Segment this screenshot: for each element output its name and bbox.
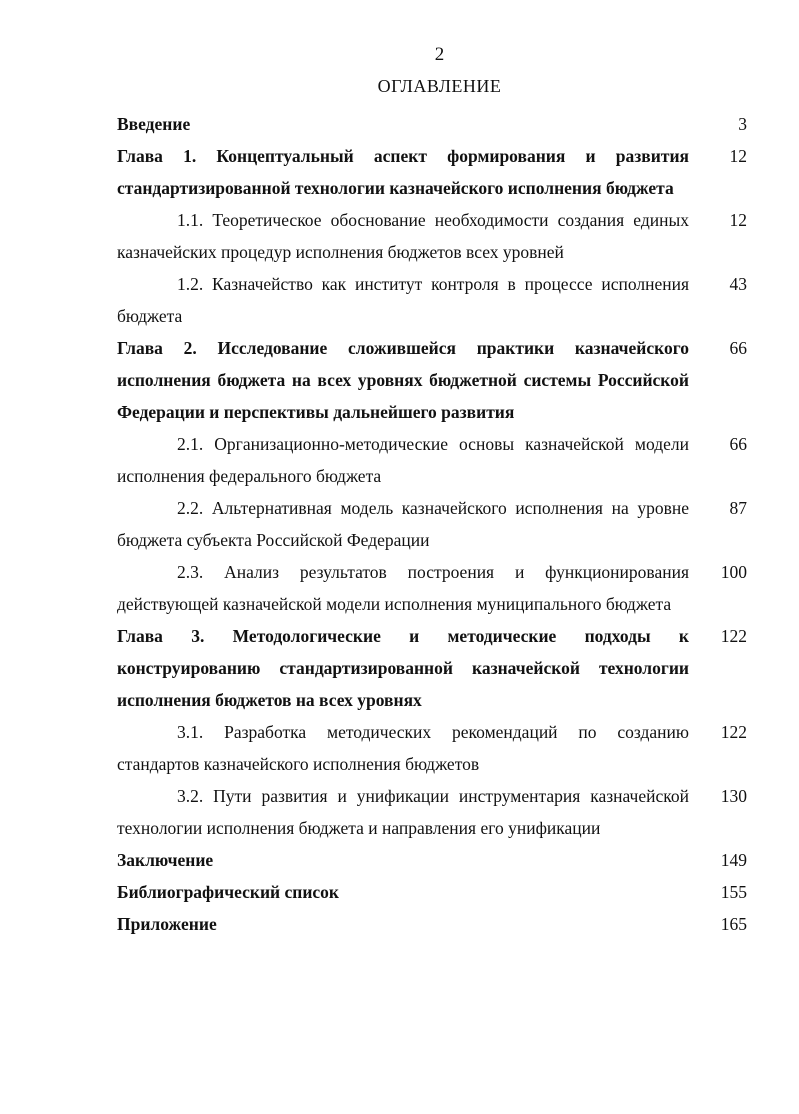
toc-entry-section-2-3 xyxy=(117,556,747,620)
toc-entry-text: Заключение xyxy=(117,850,214,870)
toc-entry-text: 1.1. Теоретическое обоснование необходимости создания единых казначейских процедур исполнения бюджетов всех уровней xyxy=(117,210,689,262)
toc-entry-section-2-1 xyxy=(117,428,747,492)
toc-entry-page: 155 xyxy=(720,882,747,902)
toc-entry-text: 3.1. Разработка методических рекомендаций по созданию стандартов казначейского исполнения бюджетов xyxy=(117,722,689,774)
toc-entry-text: Глава 3. Методологические и методические подходы к конструированию стандартизированной казначейской технологии исполнения бюджетов на всех уровнях xyxy=(117,626,689,710)
toc-entry-text: 1.2. Казначейство как институт контроля в процессе исполнения бюджета xyxy=(117,274,689,326)
toc-entry-page: 66 xyxy=(729,434,747,454)
toc-entry-text: Глава 1. Концептуальный аспект формирования и развития стандартизированной технологии казначейского исполнения бюджета xyxy=(117,146,689,198)
toc-entry-page: 12 xyxy=(729,146,747,166)
toc-entry-page: 87 xyxy=(729,498,747,518)
toc-entry-text: Глава 2. Исследование сложившейся практики казначейского исполнения бюджета на всех уровнях бюджетной системы Российской Федерации и перспективы дальнейшего развития xyxy=(117,338,689,422)
toc-entry-page: 165 xyxy=(720,914,747,934)
toc-entry-chapter-2 xyxy=(117,332,747,428)
toc-entry-section-1-2 xyxy=(117,268,747,332)
toc-entry-text: Приложение xyxy=(117,914,217,934)
toc-entry-chapter-3 xyxy=(117,620,747,716)
toc-entry-page: 66 xyxy=(729,338,747,358)
toc-entry-page: 12 xyxy=(729,210,747,230)
toc-entry-page: 130 xyxy=(720,786,747,806)
toc-entry-chapter-1 xyxy=(117,140,747,204)
toc-entry-text: 2.1. Организационно-методические основы казначейской модели исполнения федерального бюджета xyxy=(117,434,689,486)
toc-entry-section-2-2 xyxy=(117,492,747,556)
toc-entry-page: 3 xyxy=(738,114,747,134)
table-of-contents xyxy=(117,108,747,940)
toc-entry-introduction xyxy=(117,108,747,140)
toc-title: ОГЛАВЛЕНИЕ xyxy=(377,76,502,96)
page-number: 2 xyxy=(434,44,445,65)
toc-entry-section-3-2 xyxy=(117,780,747,844)
toc-entry-page: 149 xyxy=(720,850,747,870)
toc-entry-section-3-1 xyxy=(117,716,747,780)
toc-entry-text: 2.3. Анализ результатов построения и функционирования действующей казначейской модели исполнения муниципального бюджета xyxy=(117,562,689,614)
toc-entry-appendix xyxy=(117,908,747,940)
toc-entry-page: 100 xyxy=(720,562,747,582)
toc-entry-page: 43 xyxy=(729,274,747,294)
toc-entry-page: 122 xyxy=(720,626,747,646)
toc-entry-text: 2.2. Альтернативная модель казначейского исполнения на уровне бюджета субъекта Российской Федерации xyxy=(117,498,689,550)
toc-entry-page: 122 xyxy=(720,722,747,742)
toc-entry-conclusion xyxy=(117,844,747,876)
toc-entry-bibliography xyxy=(117,876,747,908)
toc-entry-text: Библиографический список xyxy=(117,882,340,902)
toc-entry-text: 3.2. Пути развития и унификации инструментария казначейской технологии исполнения бюджета и направления его унификации xyxy=(117,786,689,838)
toc-entry-section-1-1 xyxy=(117,204,747,268)
toc-entry-text: Введение xyxy=(117,114,191,134)
